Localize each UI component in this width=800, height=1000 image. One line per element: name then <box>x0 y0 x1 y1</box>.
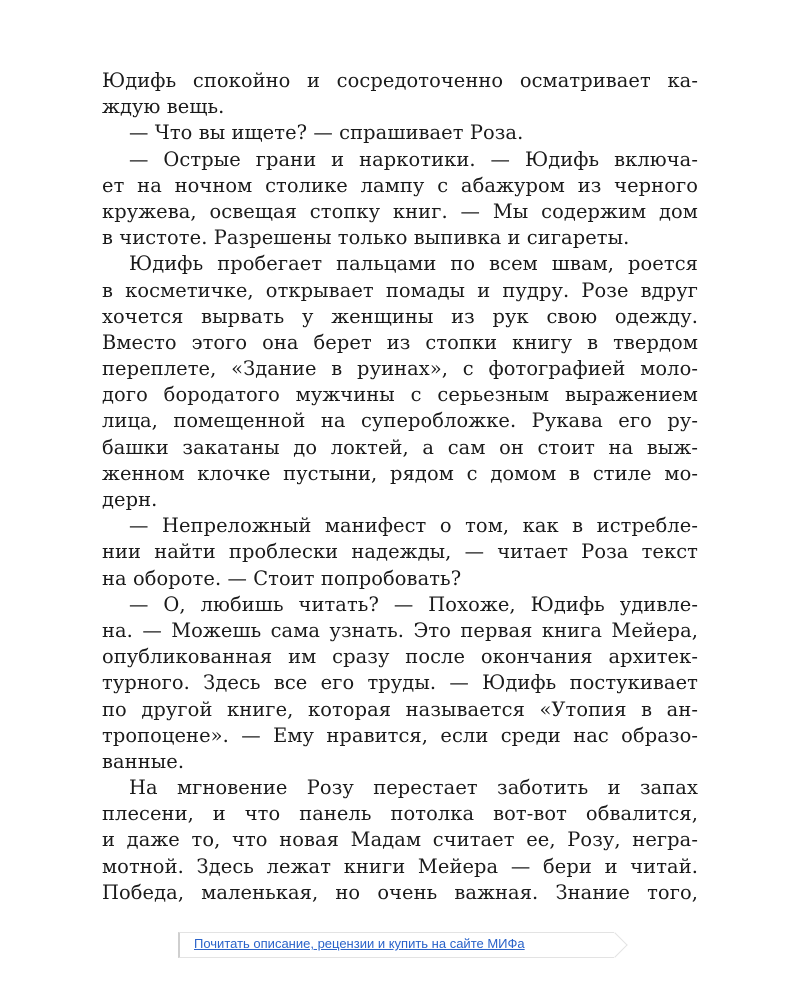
text-line: Победа, маленькая, но очень важная. Знание того, <box>102 880 698 904</box>
text-line: турного. Здесь все его труды. — Юдифь постукивает <box>102 671 698 695</box>
text-line: на. — Можешь сама узнать. Это первая книга Мейера, <box>102 618 698 642</box>
text-line: ждую вещь. <box>102 95 225 119</box>
text-line: женном клочке пустыни, рядом с домом в стиле мо- <box>102 461 698 485</box>
text-line: ванные. <box>102 749 185 773</box>
text-line: по другой книге, которая называется «Утопия в ан- <box>102 697 698 721</box>
text-line: мотной. Здесь лежат книги Мейера — бери и читай. <box>102 854 698 878</box>
text-line: — Острые грани и наркотики. — Юдифь включа- <box>129 147 698 171</box>
buy-book-link[interactable]: Почитать описание, рецензии и купить на сайте МИФа <box>194 936 525 951</box>
text-line: и даже то, что новая Мадам считает ее, Розу, негра- <box>102 828 698 852</box>
text-line: дерн. <box>102 488 158 511</box>
text-line: в чистоте. Разрешены только выпивка и сигареты. <box>102 226 630 250</box>
text-line: лица, помещенной на суперобложке. Рукава его ру- <box>102 409 698 433</box>
text-line: дого бородатого мужчины с серьезным выражением <box>102 383 698 407</box>
text-line: — Непреложный манифест о том, как в истребле- <box>129 514 698 538</box>
book-page-text <box>102 68 698 906</box>
text-line: — О, любишь читать? — Похоже, Юдифь удивле- <box>129 592 698 616</box>
text-line: хочется вырвать у женщины из рук свою одежду. <box>102 304 698 328</box>
buy-link-banner <box>178 932 614 958</box>
text-line: — Что вы ищете? — спрашивает Роза. <box>129 121 524 145</box>
text-line: нии найти проблески надежды, — читает Роза текст <box>102 540 698 564</box>
text-line: кружева, освещая стопку книг. — Мы содержим дом <box>102 199 698 223</box>
text-line: башки закатаны до локтей, а сам он стоит на выж- <box>102 435 698 459</box>
text-line: На мгновение Розу перестает заботить и запах <box>129 776 698 800</box>
text-line: Вместо этого она берет из стопки книгу в твердом <box>102 330 698 354</box>
text-line: Юдифь пробегает пальцами по всем швам, роется <box>129 252 698 276</box>
text-line: плесени, и что панель потолка вот-вот обвалится, <box>102 802 698 826</box>
text-line: ет на ночном столике лампу с абажуром из черного <box>102 173 698 197</box>
text-line: на обороте. — Стоит попробовать? <box>102 566 462 590</box>
text-line: тропоцене». — Ему нравится, если среди нас образо- <box>102 723 698 747</box>
text-line: опубликованная им сразу после окончания архитек- <box>102 645 698 669</box>
text-line: Юдифь спокойно и сосредоточенно осматривает ка- <box>102 69 698 92</box>
text-line: переплете, «Здание в руинах», с фотографией моло- <box>102 357 698 381</box>
text-line: в косметичке, открывает помады и пудру. Розе вдруг <box>102 278 698 302</box>
